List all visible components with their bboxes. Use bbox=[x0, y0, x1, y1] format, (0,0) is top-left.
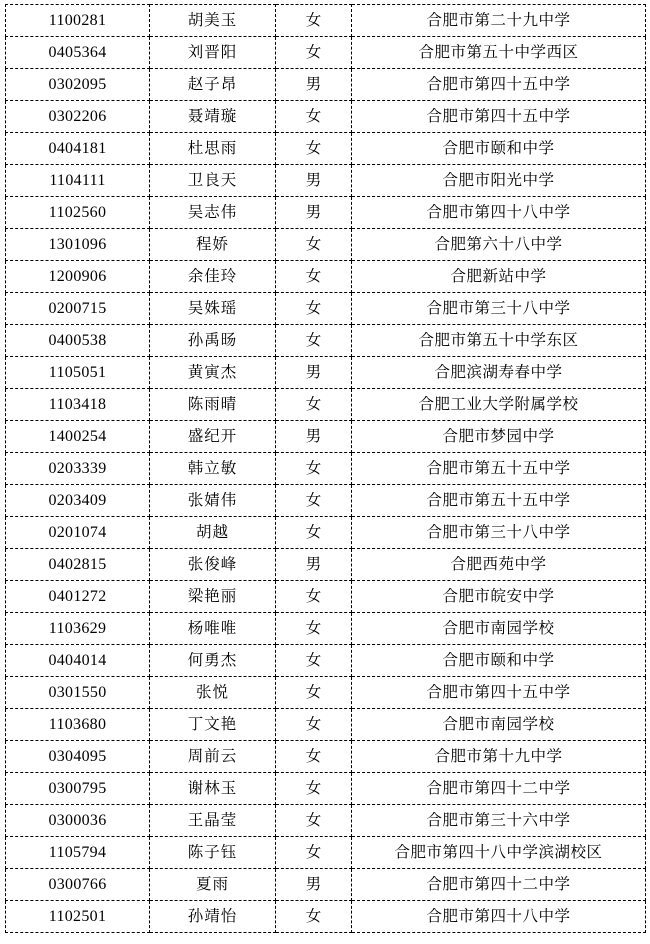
gender-cell: 女 bbox=[276, 773, 352, 805]
school-cell: 合肥市第四十二中学 bbox=[352, 869, 646, 901]
student-id-cell: 0304095 bbox=[6, 741, 150, 773]
student-name-cell: 张婧伟 bbox=[150, 485, 276, 517]
table-row bbox=[6, 549, 646, 581]
student-id-cell: 0300766 bbox=[6, 869, 150, 901]
student-name-cell: 何勇杰 bbox=[150, 645, 276, 677]
table-row bbox=[6, 5, 646, 37]
student-name-cell: 刘晋阳 bbox=[150, 37, 276, 69]
gender-cell: 男 bbox=[276, 197, 352, 229]
table-row bbox=[6, 389, 646, 421]
gender-cell: 男 bbox=[276, 869, 352, 901]
student-id-cell: 1104111 bbox=[6, 165, 150, 197]
school-cell: 合肥市皖安中学 bbox=[352, 581, 646, 613]
gender-cell: 女 bbox=[276, 517, 352, 549]
gender-cell: 女 bbox=[276, 37, 352, 69]
school-cell: 合肥市第四十八中学滨湖校区 bbox=[352, 837, 646, 869]
gender-cell: 女 bbox=[276, 581, 352, 613]
student-id-cell: 0300795 bbox=[6, 773, 150, 805]
school-cell: 合肥市第二十九中学 bbox=[352, 5, 646, 37]
student-name-cell: 韩立敏 bbox=[150, 453, 276, 485]
student-id-cell: 0301550 bbox=[6, 677, 150, 709]
school-cell: 合肥市第十九中学 bbox=[352, 741, 646, 773]
student-name-cell: 余佳玲 bbox=[150, 261, 276, 293]
table-row bbox=[6, 901, 646, 933]
student-id-cell: 1301096 bbox=[6, 229, 150, 261]
school-cell: 合肥市第三十八中学 bbox=[352, 293, 646, 325]
student-name-cell: 谢林玉 bbox=[150, 773, 276, 805]
gender-cell: 女 bbox=[276, 389, 352, 421]
student-name-cell: 周前云 bbox=[150, 741, 276, 773]
gender-cell: 女 bbox=[276, 677, 352, 709]
table-row bbox=[6, 165, 646, 197]
student-id-cell: 0401272 bbox=[6, 581, 150, 613]
gender-cell: 女 bbox=[276, 645, 352, 677]
student-id-cell: 1100281 bbox=[6, 5, 150, 37]
table-row bbox=[6, 677, 646, 709]
school-cell: 合肥西苑中学 bbox=[352, 549, 646, 581]
roster-table-body bbox=[6, 5, 646, 933]
student-id-cell: 0400538 bbox=[6, 325, 150, 357]
gender-cell: 女 bbox=[276, 229, 352, 261]
roster-sheet bbox=[5, 4, 645, 933]
student-name-cell: 陈子钰 bbox=[150, 837, 276, 869]
student-name-cell: 陈雨晴 bbox=[150, 389, 276, 421]
school-cell: 合肥市颐和中学 bbox=[352, 133, 646, 165]
school-cell: 合肥市第四十二中学 bbox=[352, 773, 646, 805]
student-id-cell: 0404014 bbox=[6, 645, 150, 677]
student-name-cell: 张俊峰 bbox=[150, 549, 276, 581]
gender-cell: 女 bbox=[276, 805, 352, 837]
school-cell: 合肥新站中学 bbox=[352, 261, 646, 293]
student-id-cell: 0302206 bbox=[6, 101, 150, 133]
school-cell: 合肥市第四十八中学 bbox=[352, 901, 646, 933]
gender-cell: 女 bbox=[276, 133, 352, 165]
school-cell: 合肥市第五十中学东区 bbox=[352, 325, 646, 357]
table-row bbox=[6, 613, 646, 645]
school-cell: 合肥市南园学校 bbox=[352, 709, 646, 741]
student-id-cell: 0302095 bbox=[6, 69, 150, 101]
table-row bbox=[6, 325, 646, 357]
gender-cell: 女 bbox=[276, 5, 352, 37]
student-id-cell: 0300036 bbox=[6, 805, 150, 837]
table-row bbox=[6, 517, 646, 549]
student-name-cell: 胡美玉 bbox=[150, 5, 276, 37]
school-cell: 合肥市第三十八中学 bbox=[352, 517, 646, 549]
student-name-cell: 吴志伟 bbox=[150, 197, 276, 229]
student-name-cell: 王晶莹 bbox=[150, 805, 276, 837]
table-row bbox=[6, 229, 646, 261]
student-id-cell: 1103680 bbox=[6, 709, 150, 741]
student-name-cell: 杜思雨 bbox=[150, 133, 276, 165]
gender-cell: 女 bbox=[276, 709, 352, 741]
student-name-cell: 卫良天 bbox=[150, 165, 276, 197]
table-row bbox=[6, 645, 646, 677]
table-row bbox=[6, 293, 646, 325]
table-row bbox=[6, 869, 646, 901]
student-name-cell: 盛纪开 bbox=[150, 421, 276, 453]
student-id-cell: 0404181 bbox=[6, 133, 150, 165]
student-id-cell: 0405364 bbox=[6, 37, 150, 69]
table-row bbox=[6, 741, 646, 773]
school-cell: 合肥市梦园中学 bbox=[352, 421, 646, 453]
student-id-cell: 1105794 bbox=[6, 837, 150, 869]
roster-table bbox=[5, 4, 646, 933]
student-name-cell: 孙禹旸 bbox=[150, 325, 276, 357]
school-cell: 合肥工业大学附属学校 bbox=[352, 389, 646, 421]
gender-cell: 女 bbox=[276, 741, 352, 773]
school-cell: 合肥市第三十六中学 bbox=[352, 805, 646, 837]
student-id-cell: 0203339 bbox=[6, 453, 150, 485]
school-cell: 合肥市第五十五中学 bbox=[352, 453, 646, 485]
student-id-cell: 1102501 bbox=[6, 901, 150, 933]
table-row bbox=[6, 773, 646, 805]
school-cell: 合肥市第四十八中学 bbox=[352, 197, 646, 229]
gender-cell: 女 bbox=[276, 293, 352, 325]
school-cell: 合肥市颐和中学 bbox=[352, 645, 646, 677]
student-id-cell: 1105051 bbox=[6, 357, 150, 389]
student-id-cell: 1103629 bbox=[6, 613, 150, 645]
table-row bbox=[6, 133, 646, 165]
gender-cell: 女 bbox=[276, 613, 352, 645]
student-id-cell: 1102560 bbox=[6, 197, 150, 229]
student-name-cell: 张悦 bbox=[150, 677, 276, 709]
gender-cell: 女 bbox=[276, 485, 352, 517]
table-row bbox=[6, 421, 646, 453]
table-row bbox=[6, 101, 646, 133]
student-name-cell: 梁艳丽 bbox=[150, 581, 276, 613]
student-name-cell: 程娇 bbox=[150, 229, 276, 261]
student-name-cell: 夏雨 bbox=[150, 869, 276, 901]
gender-cell: 男 bbox=[276, 69, 352, 101]
student-name-cell: 孙靖怡 bbox=[150, 901, 276, 933]
student-name-cell: 吴姝瑶 bbox=[150, 293, 276, 325]
student-name-cell: 赵子昂 bbox=[150, 69, 276, 101]
school-cell: 合肥市第四十五中学 bbox=[352, 677, 646, 709]
gender-cell: 女 bbox=[276, 261, 352, 293]
gender-cell: 女 bbox=[276, 837, 352, 869]
school-cell: 合肥市第四十五中学 bbox=[352, 101, 646, 133]
gender-cell: 男 bbox=[276, 549, 352, 581]
table-row bbox=[6, 261, 646, 293]
table-row bbox=[6, 357, 646, 389]
gender-cell: 女 bbox=[276, 901, 352, 933]
school-cell: 合肥市第五十中学西区 bbox=[352, 37, 646, 69]
table-row bbox=[6, 37, 646, 69]
student-id-cell: 0200715 bbox=[6, 293, 150, 325]
gender-cell: 男 bbox=[276, 165, 352, 197]
student-name-cell: 丁文艳 bbox=[150, 709, 276, 741]
gender-cell: 男 bbox=[276, 421, 352, 453]
student-id-cell: 0402815 bbox=[6, 549, 150, 581]
table-row bbox=[6, 485, 646, 517]
student-id-cell: 0201074 bbox=[6, 517, 150, 549]
student-id-cell: 0203409 bbox=[6, 485, 150, 517]
school-cell: 合肥市阳光中学 bbox=[352, 165, 646, 197]
table-row bbox=[6, 805, 646, 837]
gender-cell: 女 bbox=[276, 325, 352, 357]
student-id-cell: 1400254 bbox=[6, 421, 150, 453]
student-id-cell: 1200906 bbox=[6, 261, 150, 293]
gender-cell: 女 bbox=[276, 101, 352, 133]
school-cell: 合肥第六十八中学 bbox=[352, 229, 646, 261]
table-row bbox=[6, 581, 646, 613]
gender-cell: 女 bbox=[276, 453, 352, 485]
table-row bbox=[6, 69, 646, 101]
gender-cell: 男 bbox=[276, 357, 352, 389]
table-row bbox=[6, 709, 646, 741]
student-name-cell: 胡越 bbox=[150, 517, 276, 549]
student-name-cell: 杨唯唯 bbox=[150, 613, 276, 645]
table-row bbox=[6, 453, 646, 485]
school-cell: 合肥市第五十五中学 bbox=[352, 485, 646, 517]
school-cell: 合肥市南园学校 bbox=[352, 613, 646, 645]
school-cell: 合肥市第四十五中学 bbox=[352, 69, 646, 101]
student-name-cell: 聂靖璇 bbox=[150, 101, 276, 133]
table-row bbox=[6, 197, 646, 229]
school-cell: 合肥滨湖寿春中学 bbox=[352, 357, 646, 389]
student-name-cell: 黄寅杰 bbox=[150, 357, 276, 389]
table-row bbox=[6, 837, 646, 869]
student-id-cell: 1103418 bbox=[6, 389, 150, 421]
